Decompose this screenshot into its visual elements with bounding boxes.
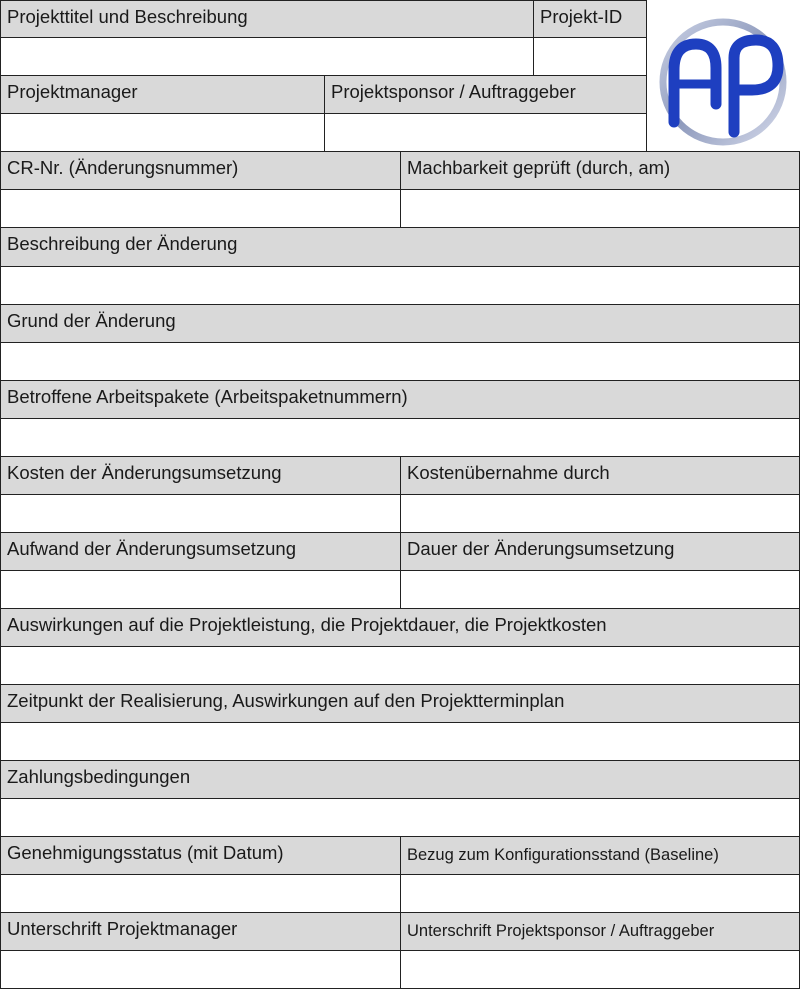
project-title-label: Projekttitel und Beschreibung — [0, 0, 534, 38]
payment-field[interactable] — [0, 798, 800, 837]
payment-label: Zahlungsbedingungen — [0, 760, 800, 799]
cr-number-field[interactable] — [0, 189, 401, 228]
signature-sponsor-label: Unterschrift Projektsponsor / Auftraggeber — [400, 912, 800, 951]
effort-field[interactable] — [0, 570, 401, 609]
signature-pm-field[interactable] — [0, 950, 401, 989]
feasibility-field[interactable] — [400, 189, 800, 228]
cr-number-label: CR-Nr. (Änderungsnummer) — [0, 151, 401, 190]
cost-coverage-field[interactable] — [400, 494, 800, 533]
sponsor-field[interactable] — [324, 113, 647, 152]
reason-label: Grund der Änderung — [0, 304, 800, 343]
project-manager-label: Projektmanager — [0, 75, 325, 114]
project-manager-field[interactable] — [0, 113, 325, 152]
duration-label: Dauer der Änderungsumsetzung — [400, 532, 800, 571]
description-field[interactable] — [0, 266, 800, 305]
costs-label: Kosten der Änderungsumsetzung — [0, 456, 401, 495]
costs-field[interactable] — [0, 494, 401, 533]
approval-field[interactable] — [0, 874, 401, 913]
hp-logo-icon — [652, 18, 794, 146]
baseline-field[interactable] — [400, 874, 800, 913]
project-id-label: Projekt-ID — [533, 0, 647, 38]
project-title-field[interactable] — [0, 37, 534, 76]
realization-label: Zeitpunkt der Realisierung, Auswirkungen auf den Projektterminplan — [0, 684, 800, 723]
approval-label: Genehmigungsstatus (mit Datum) — [0, 836, 401, 875]
work-packages-label: Betroffene Arbeitspakete (Arbeitspaketnummern) — [0, 380, 800, 419]
effort-label: Aufwand der Änderungsumsetzung — [0, 532, 401, 571]
reason-field[interactable] — [0, 342, 800, 381]
baseline-label: Bezug zum Konfigurationsstand (Baseline) — [400, 836, 800, 875]
sponsor-label: Projektsponsor / Auftraggeber — [324, 75, 647, 114]
work-packages-field[interactable] — [0, 418, 800, 457]
cost-coverage-label: Kostenübernahme durch — [400, 456, 800, 495]
signature-sponsor-field[interactable] — [400, 950, 800, 989]
impact-field[interactable] — [0, 646, 800, 685]
description-label: Beschreibung der Änderung — [0, 227, 800, 267]
feasibility-label: Machbarkeit geprüft (durch, am) — [400, 151, 800, 190]
impact-label: Auswirkungen auf die Projektleistung, die Projektdauer, die Projektkosten — [0, 608, 800, 647]
duration-field[interactable] — [400, 570, 800, 609]
realization-field[interactable] — [0, 722, 800, 761]
signature-pm-label: Unterschrift Projektmanager — [0, 912, 401, 951]
project-id-field[interactable] — [533, 37, 647, 76]
